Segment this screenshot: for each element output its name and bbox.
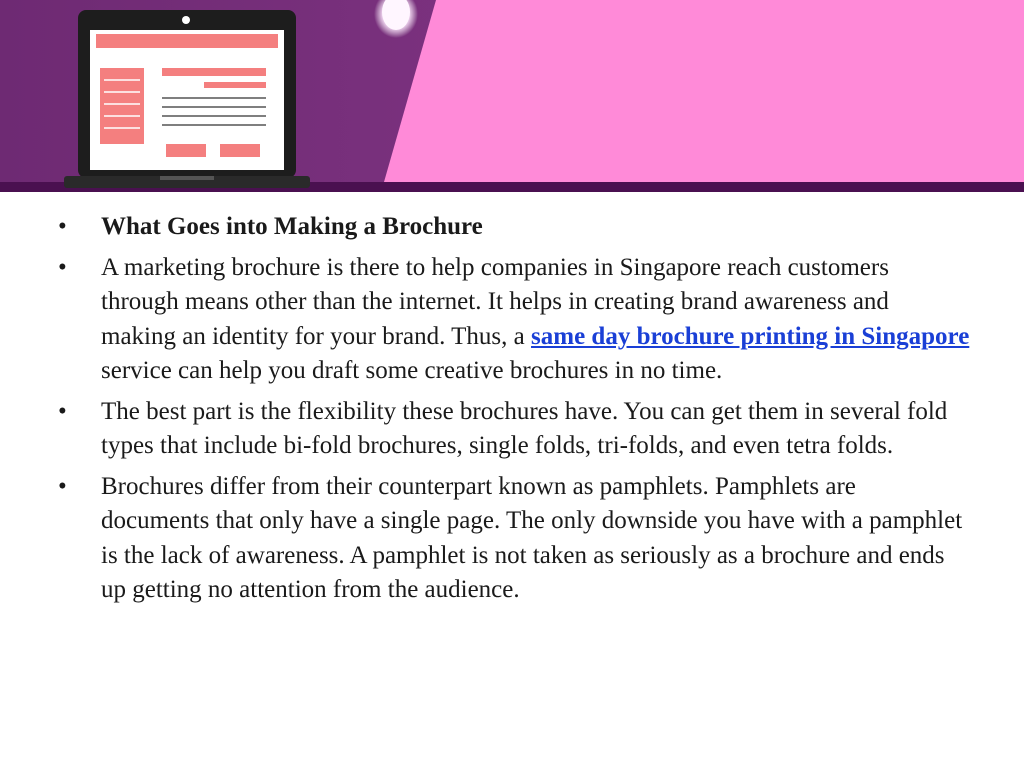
bullet-dot-icon: • — [58, 253, 67, 281]
bullet-item-flexibility — [58, 395, 970, 464]
screen-button-right — [220, 144, 260, 157]
screen-header-bar — [96, 34, 278, 48]
laptop-hinge — [160, 176, 214, 180]
bullet-text-after-link: service can help you draft some creative brochures in no time. — [101, 357, 723, 384]
section-heading: What Goes into Making a Brochure — [101, 213, 483, 240]
bullet-dot-icon: • — [58, 397, 67, 425]
brochure-printing-link[interactable]: same day brochure printing in Singapore — [531, 322, 970, 350]
bullet-list — [58, 210, 970, 608]
screen-title-bar — [162, 68, 266, 76]
bullet-text: The best part is the flexibility these brochures have. You can get them in several fold types that include bi-fold brochures, single folds, tri-folds, and even tetra folds. — [101, 397, 948, 459]
bullet-text: Brochures differ from their counterpart known as pamphlets. Pamphlets are documents that only have a single page. The only downside you have with a pamphlet is the lack of awareness. A pamphlet is not taken as seriously as a brochure and ends up getting no attention from the audience. — [101, 472, 963, 603]
screen-button-left — [166, 144, 206, 157]
header-banner — [0, 0, 1024, 192]
bullet-item-heading — [58, 210, 970, 245]
bullet-dot-icon: • — [58, 213, 67, 240]
bullet-text-before-link: A marketing brochure is there to help companies in Singapore reach customers through means other than the internet. It helps in creating brand awareness and making an identity for your brand. Thus, a — [101, 253, 889, 350]
banner-right-panel — [384, 0, 1024, 182]
slide-content — [58, 210, 970, 614]
laptop-camera-icon — [182, 16, 190, 24]
bullet-item-marketing — [58, 251, 970, 389]
bullet-item-pamphlets — [58, 470, 970, 608]
screen-subtitle-bar — [204, 82, 266, 88]
laptop-illustration — [0, 0, 1024, 192]
bullet-dot-icon: • — [58, 472, 67, 500]
